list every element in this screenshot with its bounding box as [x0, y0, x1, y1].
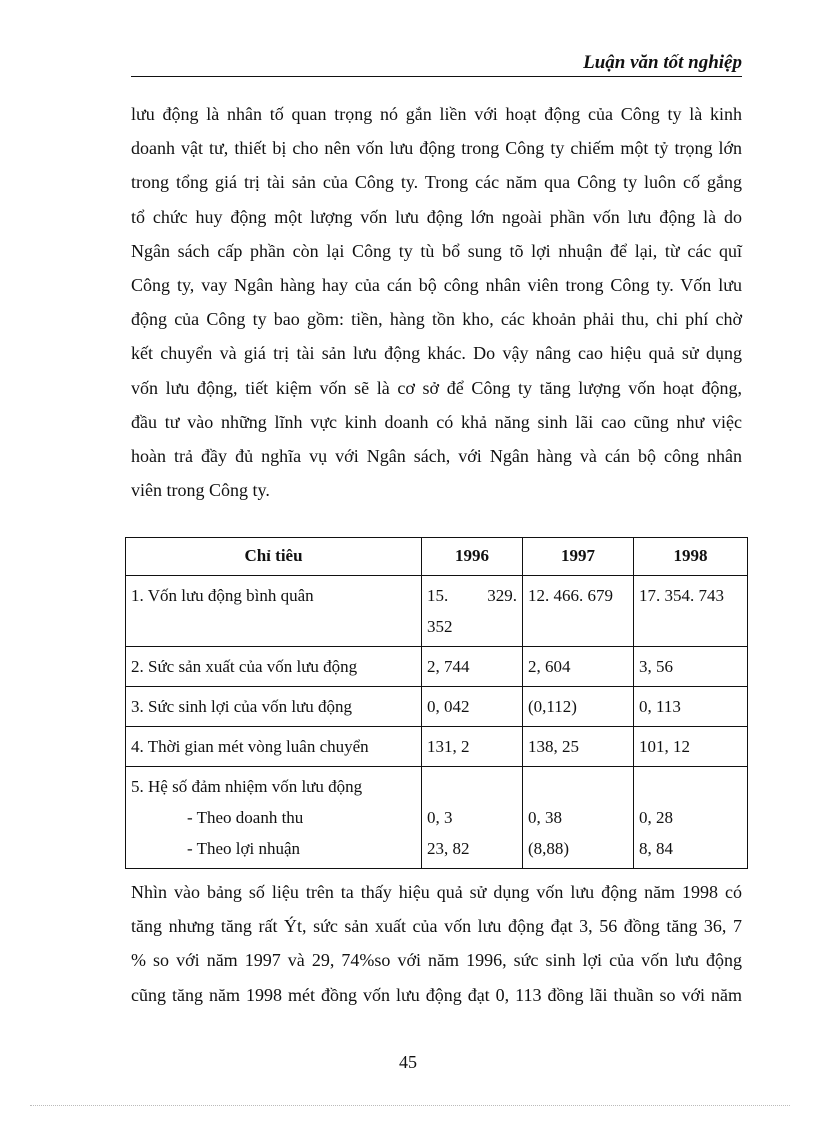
column-header-1997: 1997: [523, 538, 634, 576]
paragraph-line: kết chuyển và giá trị tài sản lưu động khác. Do vậy nâng cao hiệu quả sử dụng: [131, 343, 742, 364]
cell-1996: 0, 042: [422, 687, 523, 727]
paragraph-line: tổ chức huy động một lượng vốn lưu động lớn ngoài phần vốn lưu động là do: [131, 206, 742, 227]
cell-1997: 12. 466. 679: [523, 576, 634, 647]
cell-value-revenue: 0, 28: [639, 808, 673, 827]
page-number: 45: [399, 1052, 417, 1072]
cell-1996: 2, 744: [422, 647, 523, 687]
column-header-1996: 1996: [422, 538, 523, 576]
cell-value-wrap: [427, 580, 517, 611]
row-label: 2. Sức sản xuất của vốn lưu động: [126, 647, 422, 687]
working-capital-table: [125, 537, 748, 869]
cell-value-profit: 23, 82: [427, 839, 470, 858]
cell-value-profit: 8, 84: [639, 839, 673, 858]
paragraph-line: trong tổng giá trị tài sản của Công ty. Trong các năm qua Công ty luôn cố gắng: [131, 172, 742, 193]
running-header-title: Luận văn tốt nghiệp: [583, 52, 742, 73]
table-row: [126, 687, 748, 727]
cell-value-part: 15.: [427, 586, 449, 605]
paragraph-line: vốn lưu động, tiết kiệm vốn sẽ là cơ sở để Công ty tăng lượng vốn hoạt động,: [131, 377, 742, 398]
table-row: [126, 647, 748, 687]
paragraph-line: lưu động là nhân tố quan trọng nó gắn liền với hoạt động của Công ty là kinh: [131, 104, 742, 124]
header-divider: [131, 76, 742, 77]
row-sublabel-revenue: - Theo doanh thu: [187, 808, 304, 827]
cell-value-profit: (8,88): [528, 839, 570, 858]
paragraph-line: % so với năm 1997 và 29, 74%so với năm 1996, sức sinh lợi của vốn lưu động: [131, 950, 742, 971]
cell-value-revenue: 0, 3: [427, 808, 453, 827]
paragraph-line: động của Công ty bao gồm: tiền, hàng tồn kho, các khoản phải thu, chi phí chờ: [131, 309, 742, 330]
body-paragraph-2: [131, 875, 742, 1012]
cell-1998: 3, 56: [634, 647, 748, 687]
column-header-indicator: Chỉ tiêu: [126, 538, 422, 576]
cell-1997: [523, 767, 634, 869]
row-label: 4. Thời gian mét vòng luân chuyển: [126, 727, 422, 767]
cell-value-part: 352: [427, 617, 453, 636]
paragraph-line: cũng tăng năm 1998 mét đồng vốn lưu động đạt 0, 113 đồng lãi thuần so với năm: [131, 984, 742, 1005]
paragraph-line: viên trong Công ty.: [131, 480, 270, 501]
paragraph-line: Ngân sách cấp phần còn lại Công ty tù bổ sung tõ lợi nhuận để lại, từ các quĩ: [131, 240, 742, 261]
cell-1998: 17. 354. 743: [634, 576, 748, 647]
row-label: [126, 767, 422, 869]
column-header-1998: 1998: [634, 538, 748, 576]
table-header-row: [126, 538, 748, 576]
cell-1998: 101, 12: [634, 727, 748, 767]
cell-1997: (0,112): [523, 687, 634, 727]
body-paragraph-1: [131, 97, 742, 507]
table-row: [126, 727, 748, 767]
cell-value-revenue: 0, 38: [528, 808, 562, 827]
paragraph-line: đầu tư vào những lĩnh vực kinh doanh có khả năng sinh lãi cao cũng như việc: [131, 411, 742, 432]
row-label: 1. Vốn lưu động bình quân: [126, 576, 422, 647]
paragraph-line: tăng nhưng tăng rất Ýt, sức sản xuất của vốn lưu động đạt 3, 56 đồng tăng 36, 7: [131, 916, 742, 937]
row-label-main: 5. Hệ số đảm nhiệm vốn lưu động: [131, 777, 363, 796]
footer-divider: [30, 1105, 790, 1106]
cell-1997: 2, 604: [523, 647, 634, 687]
paragraph-line: hoàn trả đầy đủ nghĩa vụ với Ngân sách, với Ngân hàng và cán bộ công nhân: [131, 446, 742, 467]
cell-1996: [422, 576, 523, 647]
cell-1996: [422, 767, 523, 869]
table-row: [126, 576, 748, 647]
row-label: 3. Sức sinh lợi của vốn lưu động: [126, 687, 422, 727]
cell-1997: 138, 25: [523, 727, 634, 767]
cell-1998: 0, 113: [634, 687, 748, 727]
table-row: [126, 767, 748, 869]
paragraph-line: Công ty, vay Ngân hàng hay của cán bộ công nhân viên trong Công ty. Vốn lưu: [131, 275, 742, 296]
row-sublabel-profit: - Theo lợi nhuận: [187, 839, 301, 858]
paragraph-line: Nhìn vào bảng số liệu trên ta thấy hiệu quả sử dụng vốn lưu động năm 1998 có: [131, 882, 742, 902]
cell-value-part: 329.: [487, 586, 517, 605]
cell-1996: 131, 2: [422, 727, 523, 767]
paragraph-line: doanh vật tư, thiết bị cho nên vốn lưu động trong Công ty chiếm một tỷ trọng lớn: [131, 138, 742, 159]
cell-1998: [634, 767, 748, 869]
